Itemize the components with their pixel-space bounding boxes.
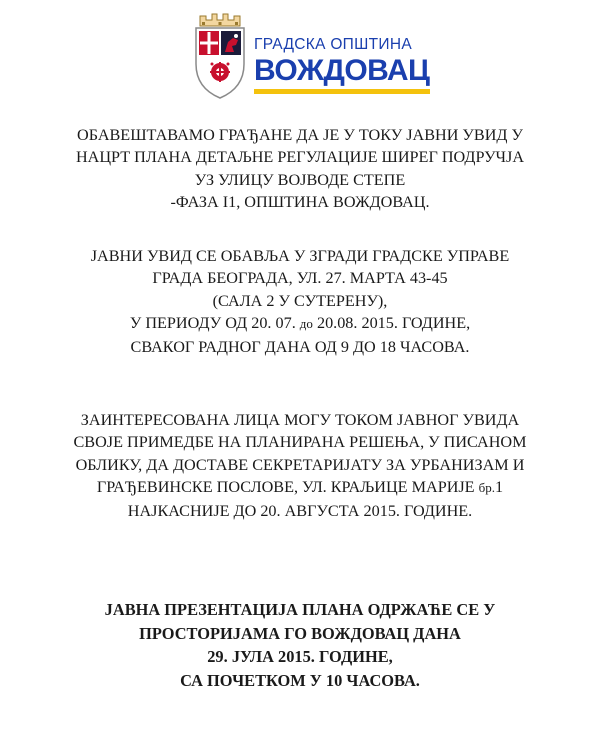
text-line: ЗАИНТЕРЕСОВАНА ЛИЦА МОГУ ТОКОМ ЈАВНОГ УВИДА — [80, 411, 520, 429]
text-line — [20, 312, 580, 335]
logo-wordmark — [254, 36, 430, 94]
text-line: СА ПОЧЕТКОМ У 10 ЧАСОВА. — [180, 670, 420, 690]
presentation-announcement — [20, 598, 580, 692]
text-line: УЗ УЛИЦУ ВОЈВОДЕ СТЕПЕ — [194, 170, 406, 189]
notice-paragraph-1 — [20, 124, 580, 214]
text-line: -ФАЗА І1, ОПШТИНА ВОЖДОВАЦ. — [170, 193, 430, 212]
text-line: НАЦРТ ПЛАНА ДЕТАЉНЕ РЕГУЛАЦИЈЕ ШИРЕГ ПОДРУЧЈА — [75, 148, 525, 167]
text-line: СВАКОГ РАДНОГ ДАНА ОД 9 ДО 18 ЧАСОВА. — [130, 337, 470, 356]
text-fragment: 1 — [495, 478, 504, 497]
text-fragment-lowercase: бр. — [478, 480, 495, 496]
text-line: ПРОСТОРИЈАМА ГО ВОЖДОВАЦ ДАНА — [139, 623, 461, 643]
notice-paragraph-3 — [20, 409, 580, 522]
text-fragment: ГРАЂЕВИНСКЕ ПОСЛОВЕ, УЛ. КРАЉИЦЕ МАРИЈЕ — [96, 478, 479, 497]
text-line: (САЛА 2 У СУТЕРЕНУ), — [212, 291, 388, 310]
municipality-logo — [192, 12, 442, 104]
text-fragment: 20.08. 2015. ГОДИНЕ, — [312, 314, 471, 333]
text-fragment-lowercase: до — [299, 316, 313, 332]
text-line: ОБАВЕШТАВАМО ГРАЂАНЕ ДА ЈЕ У ТОКУ ЈАВНИ УВИД У — [77, 126, 523, 144]
text-line: 29. ЈУЛА 2015. ГОДИНЕ, — [207, 647, 393, 667]
vozdovac-coat-of-arms-icon — [192, 12, 248, 102]
notice-paragraph-2 — [20, 245, 580, 358]
logo-subtitle: ГРАДСКА ОПШТИНА — [254, 36, 412, 53]
text-fragment: У ПЕРИОДУ ОД 20. 07. — [129, 314, 300, 333]
text-line: СВОЈЕ ПРИМЕДБЕ НА ПЛАНИРАНА РЕШЕЊА, У ПИСАНОМ — [73, 433, 527, 452]
logo-underline — [254, 89, 430, 94]
text-line: НАЈКАСНИЈЕ ДО 20. АВГУСТА 2015. ГОДИНЕ. — [127, 501, 473, 520]
text-line: ОБЛИКУ, ДА ДОСТАВЕ СЕКРЕТАРИЈАТУ ЗА УРБАНИЗАМ И — [75, 455, 525, 474]
text-line: ЈАВНИ УВИД СЕ ОБАВЉА У ЗГРАДИ ГРАДСКЕ УПРАВЕ — [90, 247, 510, 265]
logo-title: ВОЖДОВАЦ — [254, 54, 430, 87]
text-line — [20, 476, 580, 499]
text-line: ЈАВНА ПРЕЗЕНТАЦИЈА ПЛАНА ОДРЖАЋЕ СЕ У — [104, 600, 496, 619]
text-line: ГРАДА БЕОГРАДА, УЛ. 27. МАРТА 43-45 — [152, 269, 448, 288]
